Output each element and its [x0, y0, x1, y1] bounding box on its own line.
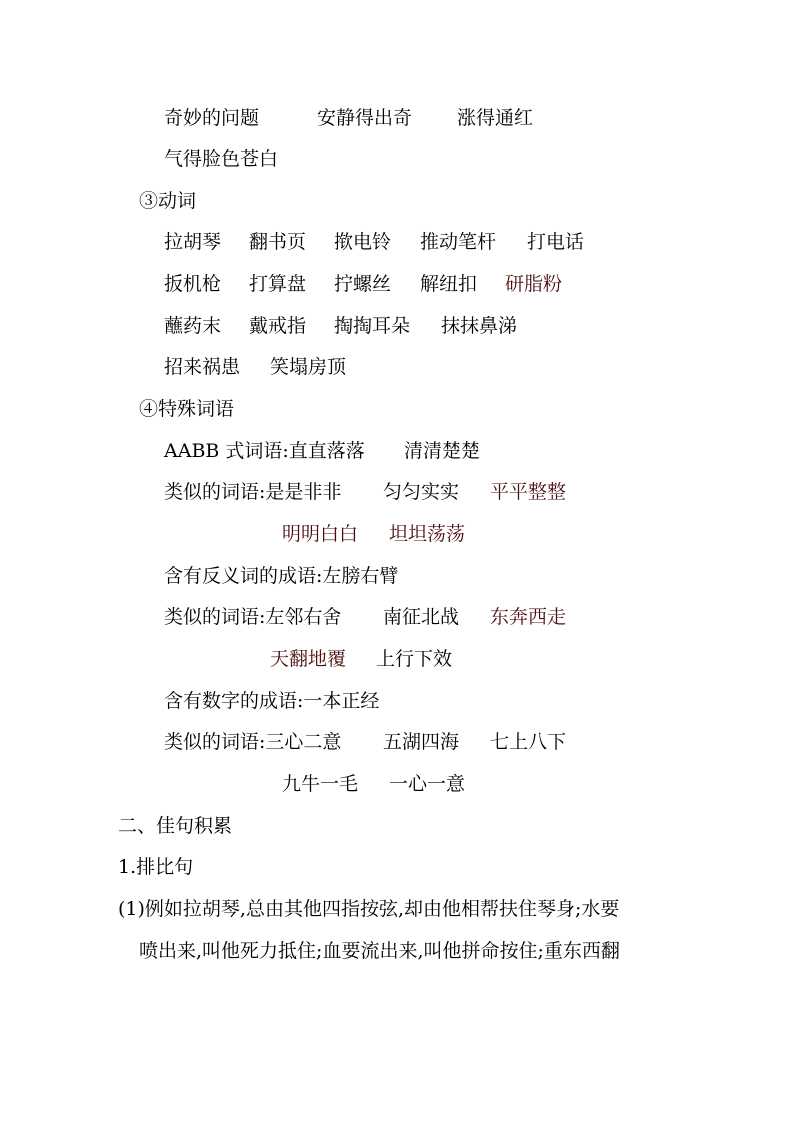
- phrase: 安静得出奇: [317, 107, 413, 129]
- phrase: 类似的词语:是是非非: [164, 481, 342, 503]
- phrase: 坦坦荡荡: [389, 523, 466, 545]
- phrase: 掏掏耳朵: [334, 315, 411, 337]
- phrase: 推动笔杆: [420, 231, 497, 253]
- phrase: 拉胡琴: [164, 231, 222, 253]
- heading-text: ③动词: [139, 190, 197, 212]
- phrase: 天翻地覆: [270, 648, 347, 670]
- phrase: 南征北战: [383, 606, 460, 628]
- paragraph-text: (1)例如拉胡琴,总由其他四指按弦,却由他相帮扶住琴身;水要: [118, 898, 620, 920]
- phrase: 东奔西走: [490, 606, 567, 628]
- paragraph-text: 喷出来,叫他死力抵住;血要流出来,叫他拼命按住;重东西翻: [139, 940, 620, 962]
- phrase: 一心一意: [389, 773, 466, 795]
- phrase: 明明白白: [282, 523, 359, 545]
- phrase: 戴戒指: [249, 315, 307, 337]
- phrase: 笑塌房顶: [270, 356, 347, 378]
- phrase: 打电话: [527, 231, 585, 253]
- phrase: 清清楚楚: [404, 440, 481, 462]
- phrase: 平平整整: [490, 481, 567, 503]
- heading-text: 二、佳句积累: [118, 815, 233, 837]
- phrase: 气得脸色苍白: [164, 148, 279, 170]
- phrase: 类似的词语:三心二意: [164, 731, 342, 753]
- phrase: 涨得通红: [457, 107, 534, 129]
- phrase: 匀匀实实: [383, 481, 460, 503]
- phrase: AABB 式词语:直直落落: [164, 440, 365, 462]
- phrase: 含有反义词的成语:左膀右臂: [164, 565, 399, 587]
- phrase: 七上八下: [490, 731, 567, 753]
- heading-text: 1.排比句: [118, 856, 194, 878]
- phrase: 拧螺丝: [334, 273, 392, 295]
- phrase: 含有数字的成语:一本正经: [164, 690, 380, 712]
- heading-text: ④特殊词语: [139, 398, 235, 420]
- phrase: 抹抹鼻涕: [441, 315, 518, 337]
- phrase: 类似的词语:左邻右舍: [164, 606, 342, 628]
- phrase: 研脂粉: [505, 273, 563, 295]
- phrase: 揿电铃: [334, 231, 392, 253]
- phrase: 解纽扣: [420, 273, 478, 295]
- phrase: 奇妙的问题: [164, 107, 260, 129]
- phrase: 上行下效: [376, 648, 453, 670]
- phrase: 翻书页: [249, 231, 307, 253]
- phrase: 九牛一毛: [282, 773, 359, 795]
- phrase: 蘸药末: [164, 315, 222, 337]
- phrase: 招来祸患: [164, 356, 241, 378]
- phrase: 扳机枪: [164, 273, 222, 295]
- phrase: 五湖四海: [383, 731, 460, 753]
- phrase: 打算盘: [249, 273, 307, 295]
